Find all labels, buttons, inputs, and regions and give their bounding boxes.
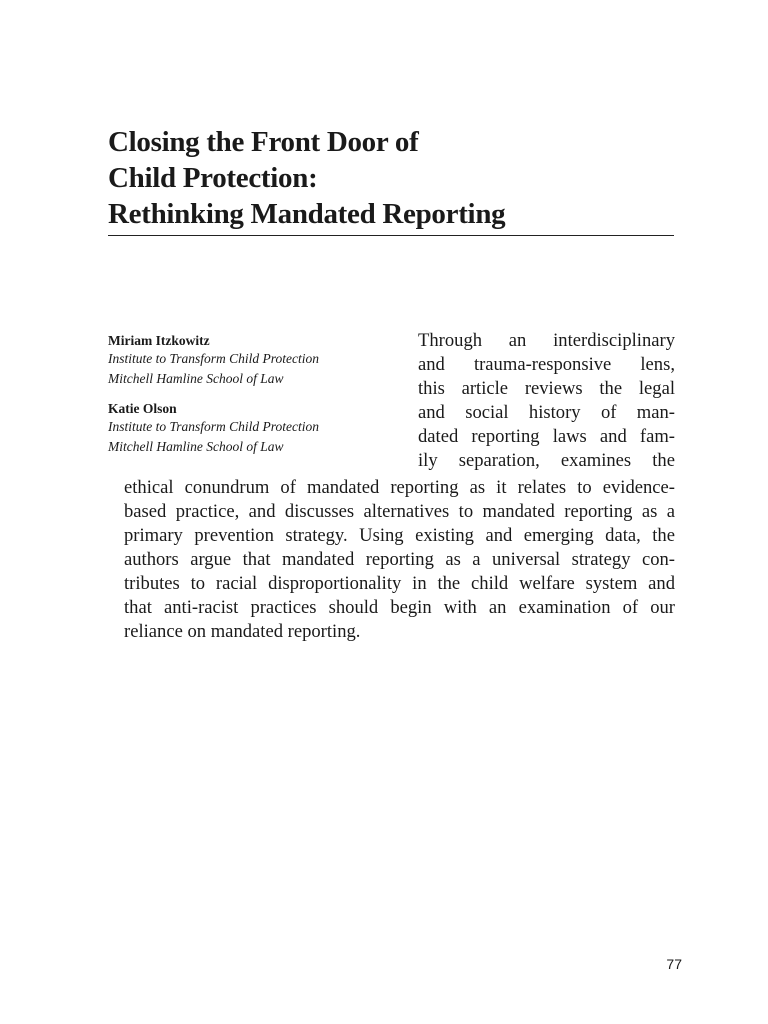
article-title: [108, 124, 674, 232]
author-affiliation: Mitchell Hamline School of Law: [108, 371, 284, 386]
abstract-line: primary prevention strategy. Using existing and emerging data, the: [124, 525, 675, 546]
author-list: [108, 332, 388, 468]
abstract-line: ily separation, examines the: [418, 450, 675, 471]
author-name: Miriam Itzkowitz: [108, 333, 210, 348]
abstract-body: [124, 476, 675, 644]
abstract-line: Through an interdisciplinary: [418, 330, 675, 351]
title-line: Rethinking Mandated Reporting: [108, 198, 506, 230]
abstract-line: and social history of man-: [418, 402, 675, 423]
author-entry: [108, 332, 388, 389]
author-affiliation: Mitchell Hamline School of Law: [108, 439, 284, 454]
abstract-line: that anti-racist practices should begin with an examination of our: [124, 597, 675, 618]
author-entry: [108, 400, 388, 457]
abstract-line: reliance on mandated reporting.: [124, 621, 361, 642]
abstract-line: tributes to racial disproportionality in the child welfare system and: [124, 573, 675, 594]
author-affiliation: Institute to Transform Child Protection: [108, 419, 320, 434]
abstract-line: this article reviews the legal: [418, 378, 675, 399]
abstract-column: [418, 329, 675, 473]
title-line: Child Protection:: [108, 162, 318, 194]
abstract-line: dated reporting laws and fam-: [418, 426, 675, 447]
title-rule: [108, 235, 674, 236]
abstract-line: ethical conundrum of mandated reporting as it relates to evidence-: [124, 477, 675, 498]
page-number: 77: [666, 956, 682, 972]
title-line: Closing the Front Door of: [108, 126, 419, 158]
abstract-line: authors argue that mandated reporting as a universal strategy con-: [124, 549, 675, 570]
author-affiliation: Institute to Transform Child Protection: [108, 351, 320, 366]
abstract-line: based practice, and discusses alternatives to mandated reporting as a: [124, 501, 675, 522]
author-name: Katie Olson: [108, 401, 177, 416]
abstract-line: and trauma-responsive lens,: [418, 354, 675, 375]
